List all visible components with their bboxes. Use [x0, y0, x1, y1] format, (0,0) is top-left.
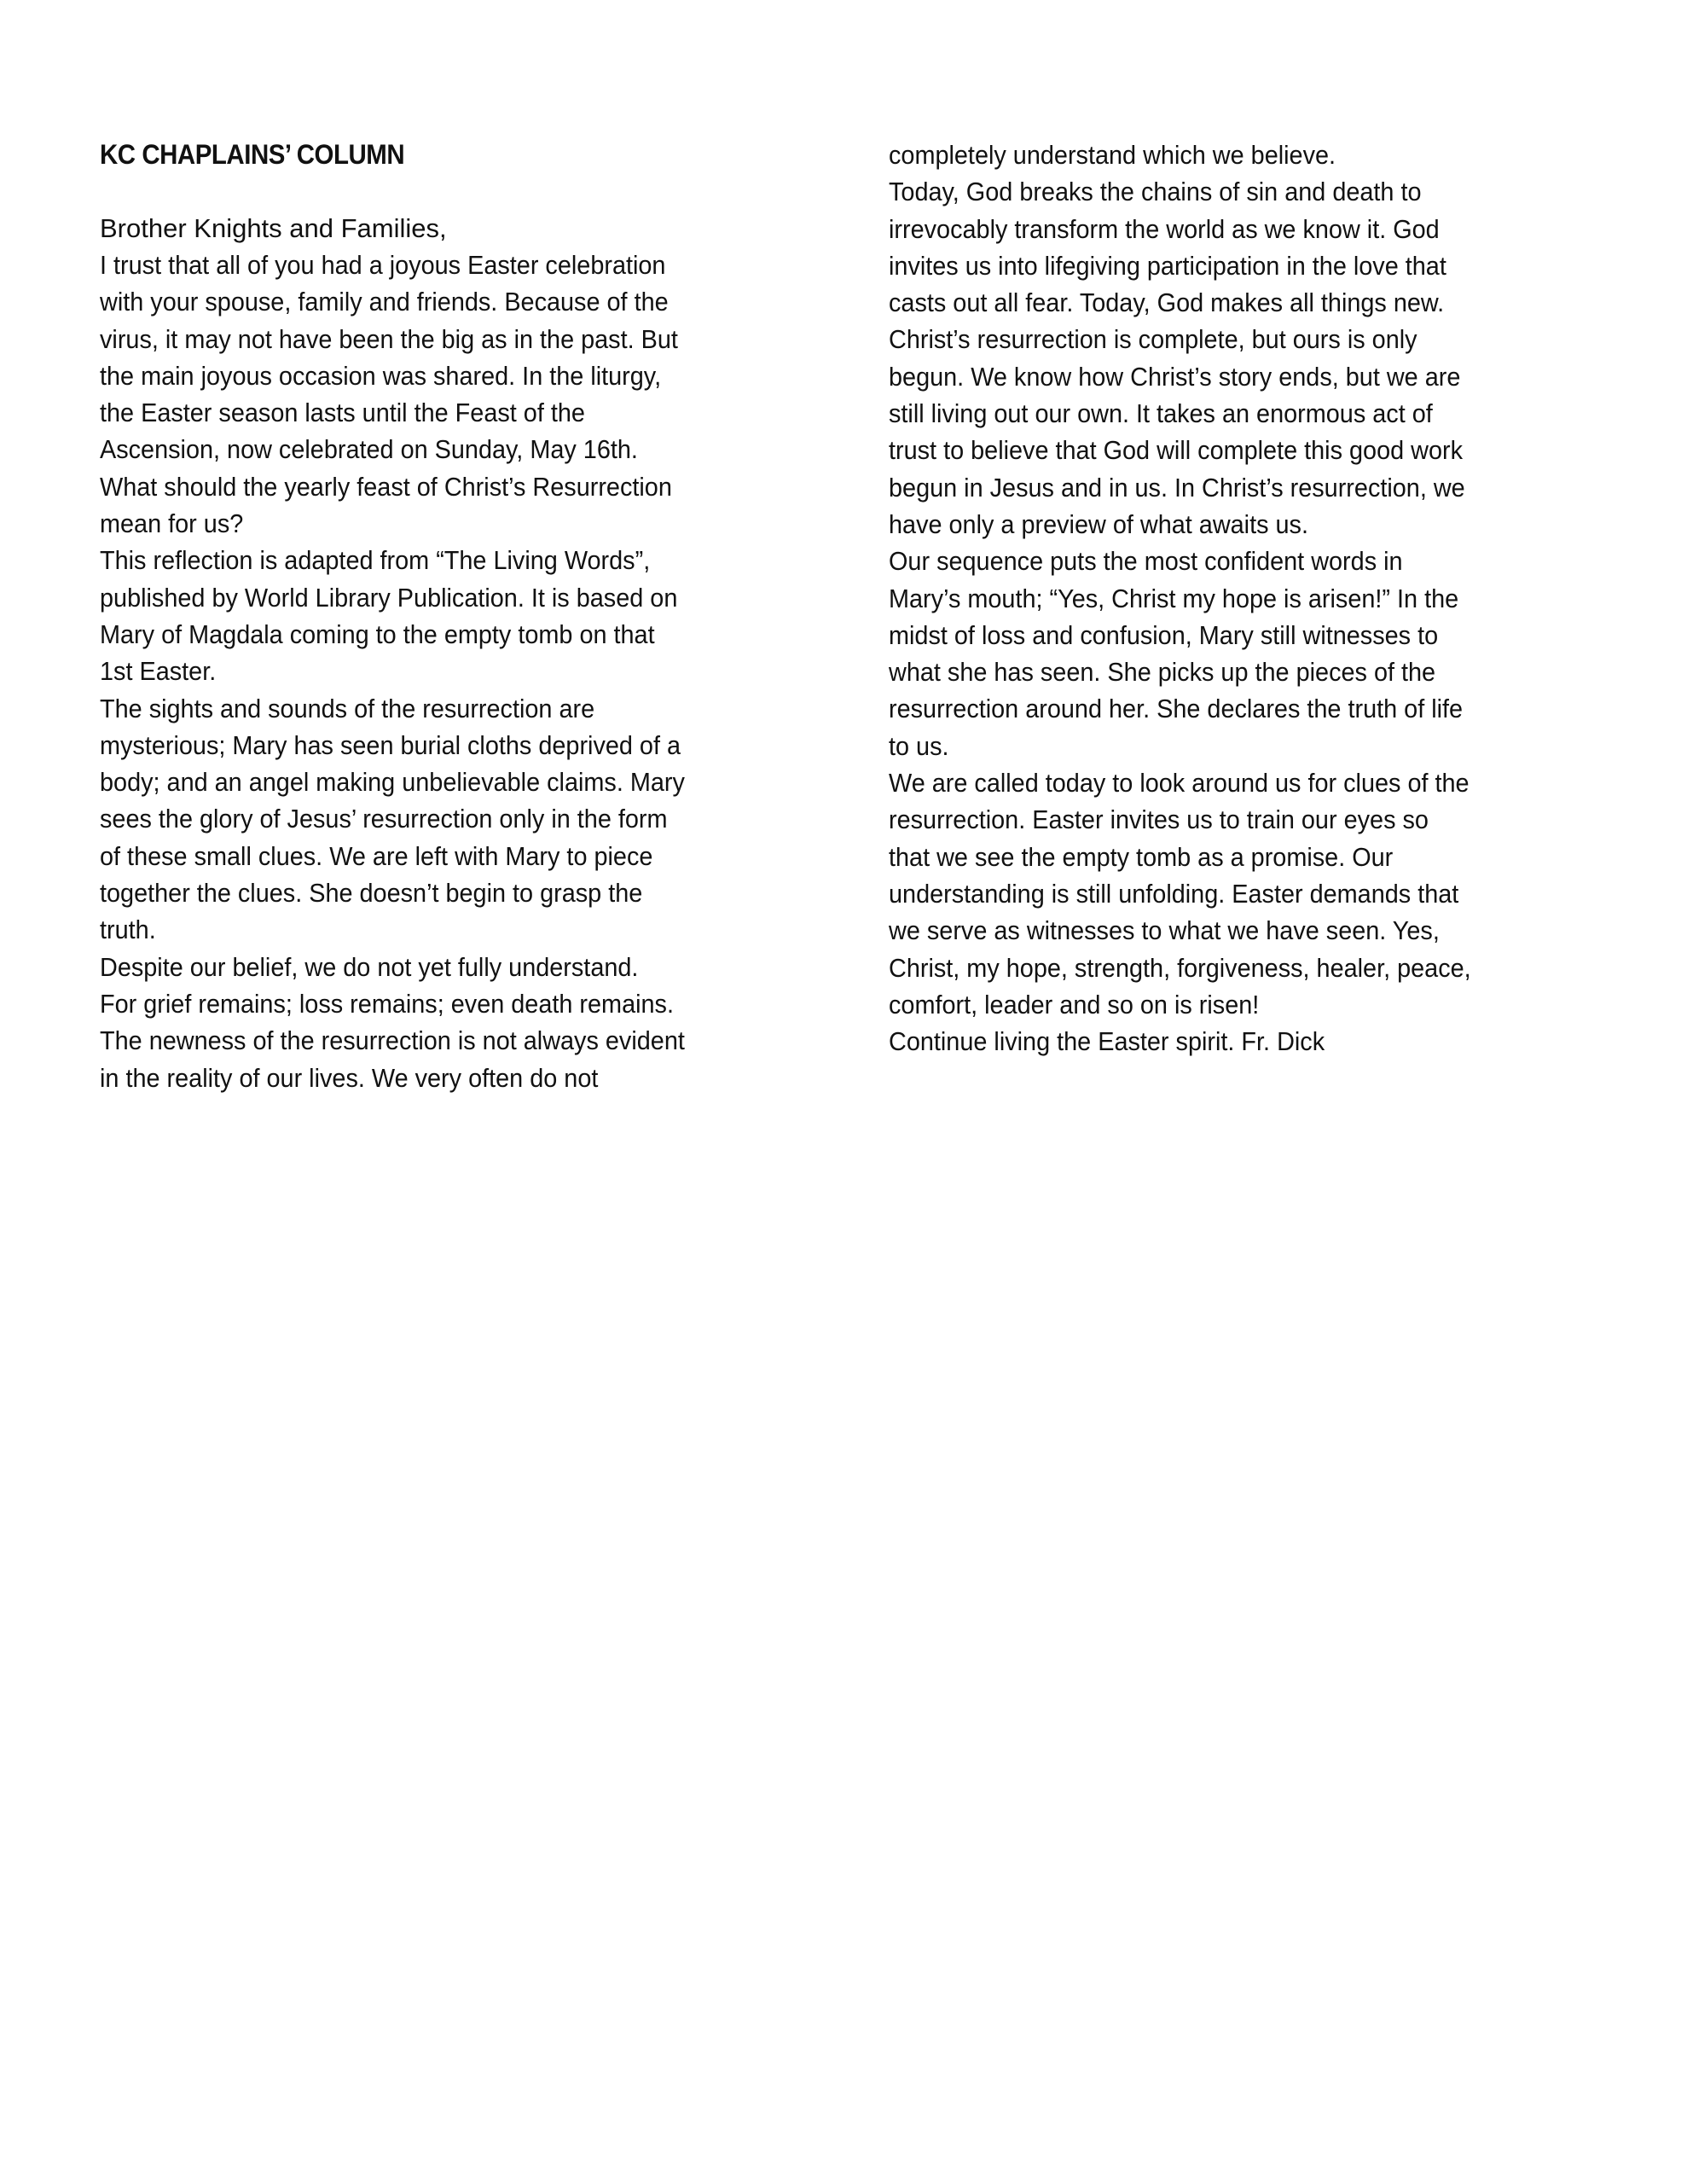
text-line: understanding is still unfolding. Easter demands that: [889, 878, 1459, 909]
text-line: Today, God breaks the chains of sin and death to: [889, 177, 1422, 207]
text-line: begun. We know how Christ’s story ends, but we are: [889, 361, 1461, 392]
text-line: mysterious; Mary has seen burial cloths deprived of a: [100, 729, 681, 760]
text-line: in the reality of our lives. We very often do not: [100, 1062, 599, 1093]
text-line: The sights and sounds of the resurrection are: [100, 693, 595, 723]
text-line: Christ’s resurrection is complete, but ours is only: [889, 324, 1417, 355]
left-column-text: [100, 247, 850, 1096]
text-line: midst of loss and confusion, Mary still witnesses to: [889, 619, 1439, 650]
text-line: What should the yearly feast of Christ’s Resurrection: [100, 471, 672, 502]
text-line: Mary of Magdala coming to the empty tomb on that: [100, 619, 655, 649]
left-column: [100, 136, 850, 1096]
text-line: We are called today to look around us for clues of the: [889, 768, 1470, 799]
text-line: published by World Library Publication. It is based on: [100, 582, 678, 613]
text-line: Our sequence puts the most confident words in: [889, 546, 1403, 577]
text-line: to us.: [889, 730, 949, 761]
text-line: Christ, my hope, strength, forgiveness, healer, peace,: [889, 952, 1471, 983]
text-line: that we see the empty tomb as a promise. Our: [889, 841, 1394, 872]
text-line: of these small clues. We are left with Mary to piece: [100, 840, 653, 871]
text-line: we serve as witnesses to what we have seen. Yes,: [889, 915, 1440, 946]
text-line: have only a preview of what awaits us.: [889, 508, 1308, 539]
text-line: For grief remains; loss remains; even death remains.: [100, 988, 674, 1019]
right-column: [889, 136, 1639, 1060]
text-line: Mary’s mouth; “Yes, Christ my hope is arisen!” In the: [889, 583, 1459, 613]
text-line: Continue living the Easter spirit. Fr. Dick: [889, 1026, 1325, 1057]
text-line: Despite our belief, we do not yet fully understand.: [100, 951, 639, 982]
text-line: begun in Jesus and in us. In Christ’s resurrection, we: [889, 472, 1465, 502]
text-line: the Easter season lasts until the Feast of the: [100, 398, 585, 428]
salutation: Brother Knights and Families,: [100, 213, 447, 243]
text-line: body; and an angel making unbelievable claims. Mary: [100, 767, 685, 798]
text-line: virus, it may not have been the big as in the past. But: [100, 323, 678, 354]
text-line: completely understand which we believe.: [889, 140, 1336, 170]
column-title: KC CHAPLAINS’ COLUMN: [100, 139, 405, 170]
text-line: still living out our own. It takes an enormous act of: [889, 398, 1433, 429]
text-line: irrevocably transform the world as we know it. God: [889, 213, 1440, 244]
text-line: 1st Easter.: [100, 656, 217, 687]
text-line: truth.: [100, 915, 156, 945]
text-line: I trust that all of you had a joyous Easter celebration: [100, 250, 666, 280]
text-line: comfort, leader and so on is risen!: [889, 989, 1260, 1019]
text-line: The newness of the resurrection is not always evident: [100, 1025, 685, 1056]
text-line: sees the glory of Jesus’ resurrection only in the form: [100, 804, 668, 834]
text-line: Ascension, now celebrated on Sunday, May 16th.: [100, 434, 638, 465]
text-line: invites us into lifegiving participation in the love that: [889, 250, 1446, 281]
right-column-text: [889, 136, 1639, 1060]
text-line: resurrection. Easter invites us to train our eyes so: [889, 804, 1429, 835]
text-line: the main joyous occasion was shared. In the liturgy,: [100, 360, 662, 391]
text-line: together the clues. She doesn’t begin to grasp the: [100, 878, 643, 909]
text-line: resurrection around her. She declares the truth of life: [889, 694, 1464, 724]
text-line: what she has seen. She picks up the pieces of the: [889, 657, 1436, 688]
text-line: with your spouse, family and friends. Because of the: [100, 287, 669, 317]
text-line: mean for us?: [100, 508, 244, 539]
text-line: casts out all fear. Today, God makes all things new.: [889, 288, 1445, 318]
heading-spacer: [100, 173, 850, 210]
text-line: This reflection is adapted from “The Living Words”,: [100, 545, 651, 576]
text-line: trust to believe that God will complete this good work: [889, 435, 1464, 466]
